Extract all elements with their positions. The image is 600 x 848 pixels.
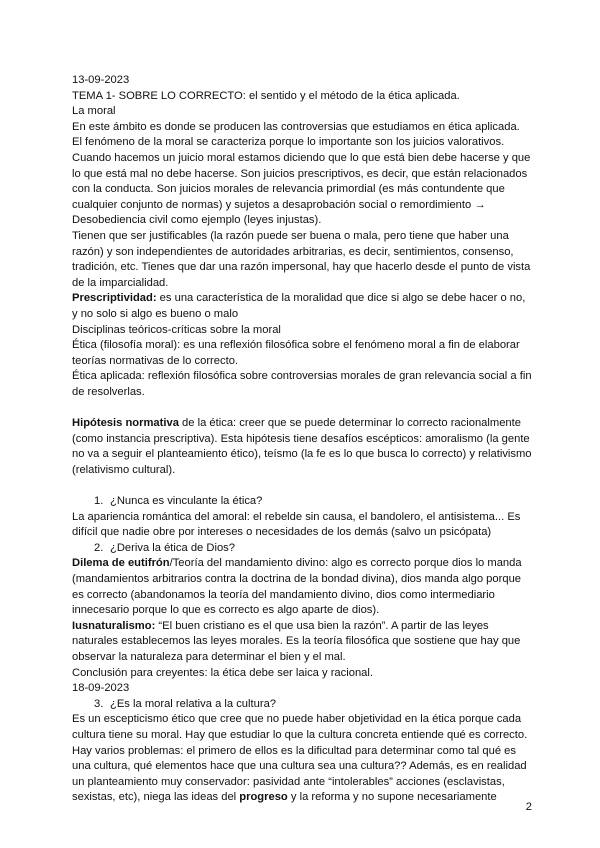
definition-text: es una característica de la moralidad que dice si algo se debe hacer o no, y no solo si algo es bueno o malo [72,292,526,320]
date-heading: 18-09-2023 [72,682,130,695]
list-item [72,541,532,557]
paragraph: Ética aplicada: reflexión filosófica sobre controversias morales de gran relevancia social a fin de resolverlas. [72,370,532,398]
paragraph: El fenómeno de la moral se caracteriza porque lo importante son los juicios valorativos. Cuando hacemos un juicio moral estamos diciendo que lo que está bien debe hacerse y que lo que está mal no debe hacerse. Son juicios prescriptivos, es decir, que están relacionados con la conducta. Son juicios morales de relevancia primordial (es más contundente que cualquier conjunto de normas) y sujetos a desaprobación social o remordimiento → Desobediencia civil como ejemplo (leyes injustas). [72,136,531,227]
paragraph: Conclusión para creyentes: la ética debe ser laica y racional. [72,666,373,679]
spacer [72,400,532,416]
definition-text: /Teoría del mandamiento divino: algo es correcto porque dios lo manda (mandamientos arbitrarios contra la doctrina de la bondad divina), dios manda algo porque es correcto (abandonamos la teoría del mandamiento divino, dios como intermediario innecesario porque lo que es correcto es algo aparte de dios). [72,557,522,617]
definition-dilema [72,556,532,618]
paragraph: Ética (filosofía moral): es una reflexión filosófica sobre el fenómeno moral a fin de elaborar teorías normativas de lo correcto. [72,339,520,367]
document-body [72,73,532,806]
page-number: 2 [525,801,532,813]
list-text: ¿Es la moral relativa a la cultura? [110,697,277,710]
term: Dilema de eutifrón [72,557,170,570]
definition-iusnaturalismo [72,619,532,666]
paragraph: Disciplinas teóricos-críticas sobre la moral [72,323,281,336]
list-item [72,494,532,510]
spacer [72,478,532,494]
list-number: 1. [94,495,104,508]
definition-prescriptividad [72,291,532,322]
topic-title: TEMA 1- SOBRE LO CORRECTO: el sentido y el método de la ética aplicada. [72,89,460,102]
term: Hipótesis normativa [72,417,179,430]
paragraph-text: Es un escepticismo ético que cree que no puede haber objetividad en la ética porque cada cultura tiene su moral. Hay que estudiar lo que la cultura concreta entiende qué es correcto. Hay varios problemas: el primero de ellos es la dificultad para determinar como tal qué es una cultura, qué elementos hace que una cultura sea una cultura?? Además, es en realidad un planteamiento muy conservador: pasividad ante “intolerables” acciones (esclavistas, sexistas, etc), niega las ideas del [72,713,528,804]
paragraph [72,712,532,806]
list-number: 2. [94,541,104,554]
paragraph: En este ámbito es donde se producen las controversias que estudiamos en ética aplicada. [72,120,520,133]
section-heading: La moral [72,105,116,118]
list-item [72,697,532,713]
paragraph-text: y la reforma y no supone necesariamente [287,791,497,804]
list-text: ¿Deriva la ética de Dios? [110,541,235,554]
list-number: 3. [94,697,104,710]
paragraph: Tienen que ser justificables (la razón puede ser buena o mala, pero tiene que haber una razón) y son independientes de autoridades arbitrarias, es decir, sentimientos, consenso, tradición, etc. Tienes que dar una razón impersonal, hay que hacerlo desde el punto de vista de la imparcialidad. [72,229,531,289]
definition-text: de la ética: creer que se puede determinar lo correcto racionalmente (como instancia prescriptiva). Esta hipótesis tiene desafíos escépticos: amoralismo (la gente no va a seguir el planteamiento ético), teísmo (la fe es lo que busca lo correcto) y relativismo (relativismo cultural). [72,417,532,476]
term: Prescriptividad: [72,292,157,305]
date-heading: 13-09-2023 [72,74,130,86]
definition-text: “El buen cristiano es el que usa bien la razón”. A partir de las leyes naturales establecemos las leyes morales. Es la teoría filosófica que sostiene que hay que observar la naturaleza para determinar el bien y el mal. [72,619,521,663]
term: Iusnaturalismo: [72,619,156,632]
definition-hipotesis [72,416,532,478]
list-text: ¿Nunca es vinculante la ética? [110,495,263,508]
term: progreso [239,791,288,804]
paragraph: La apariencia romántica del amoral: el rebelde sin causa, el bandolero, el antisistema... Es difícil que nadie obre por intereses o necesidades de los demás (salvo un psicópata) [72,510,521,539]
